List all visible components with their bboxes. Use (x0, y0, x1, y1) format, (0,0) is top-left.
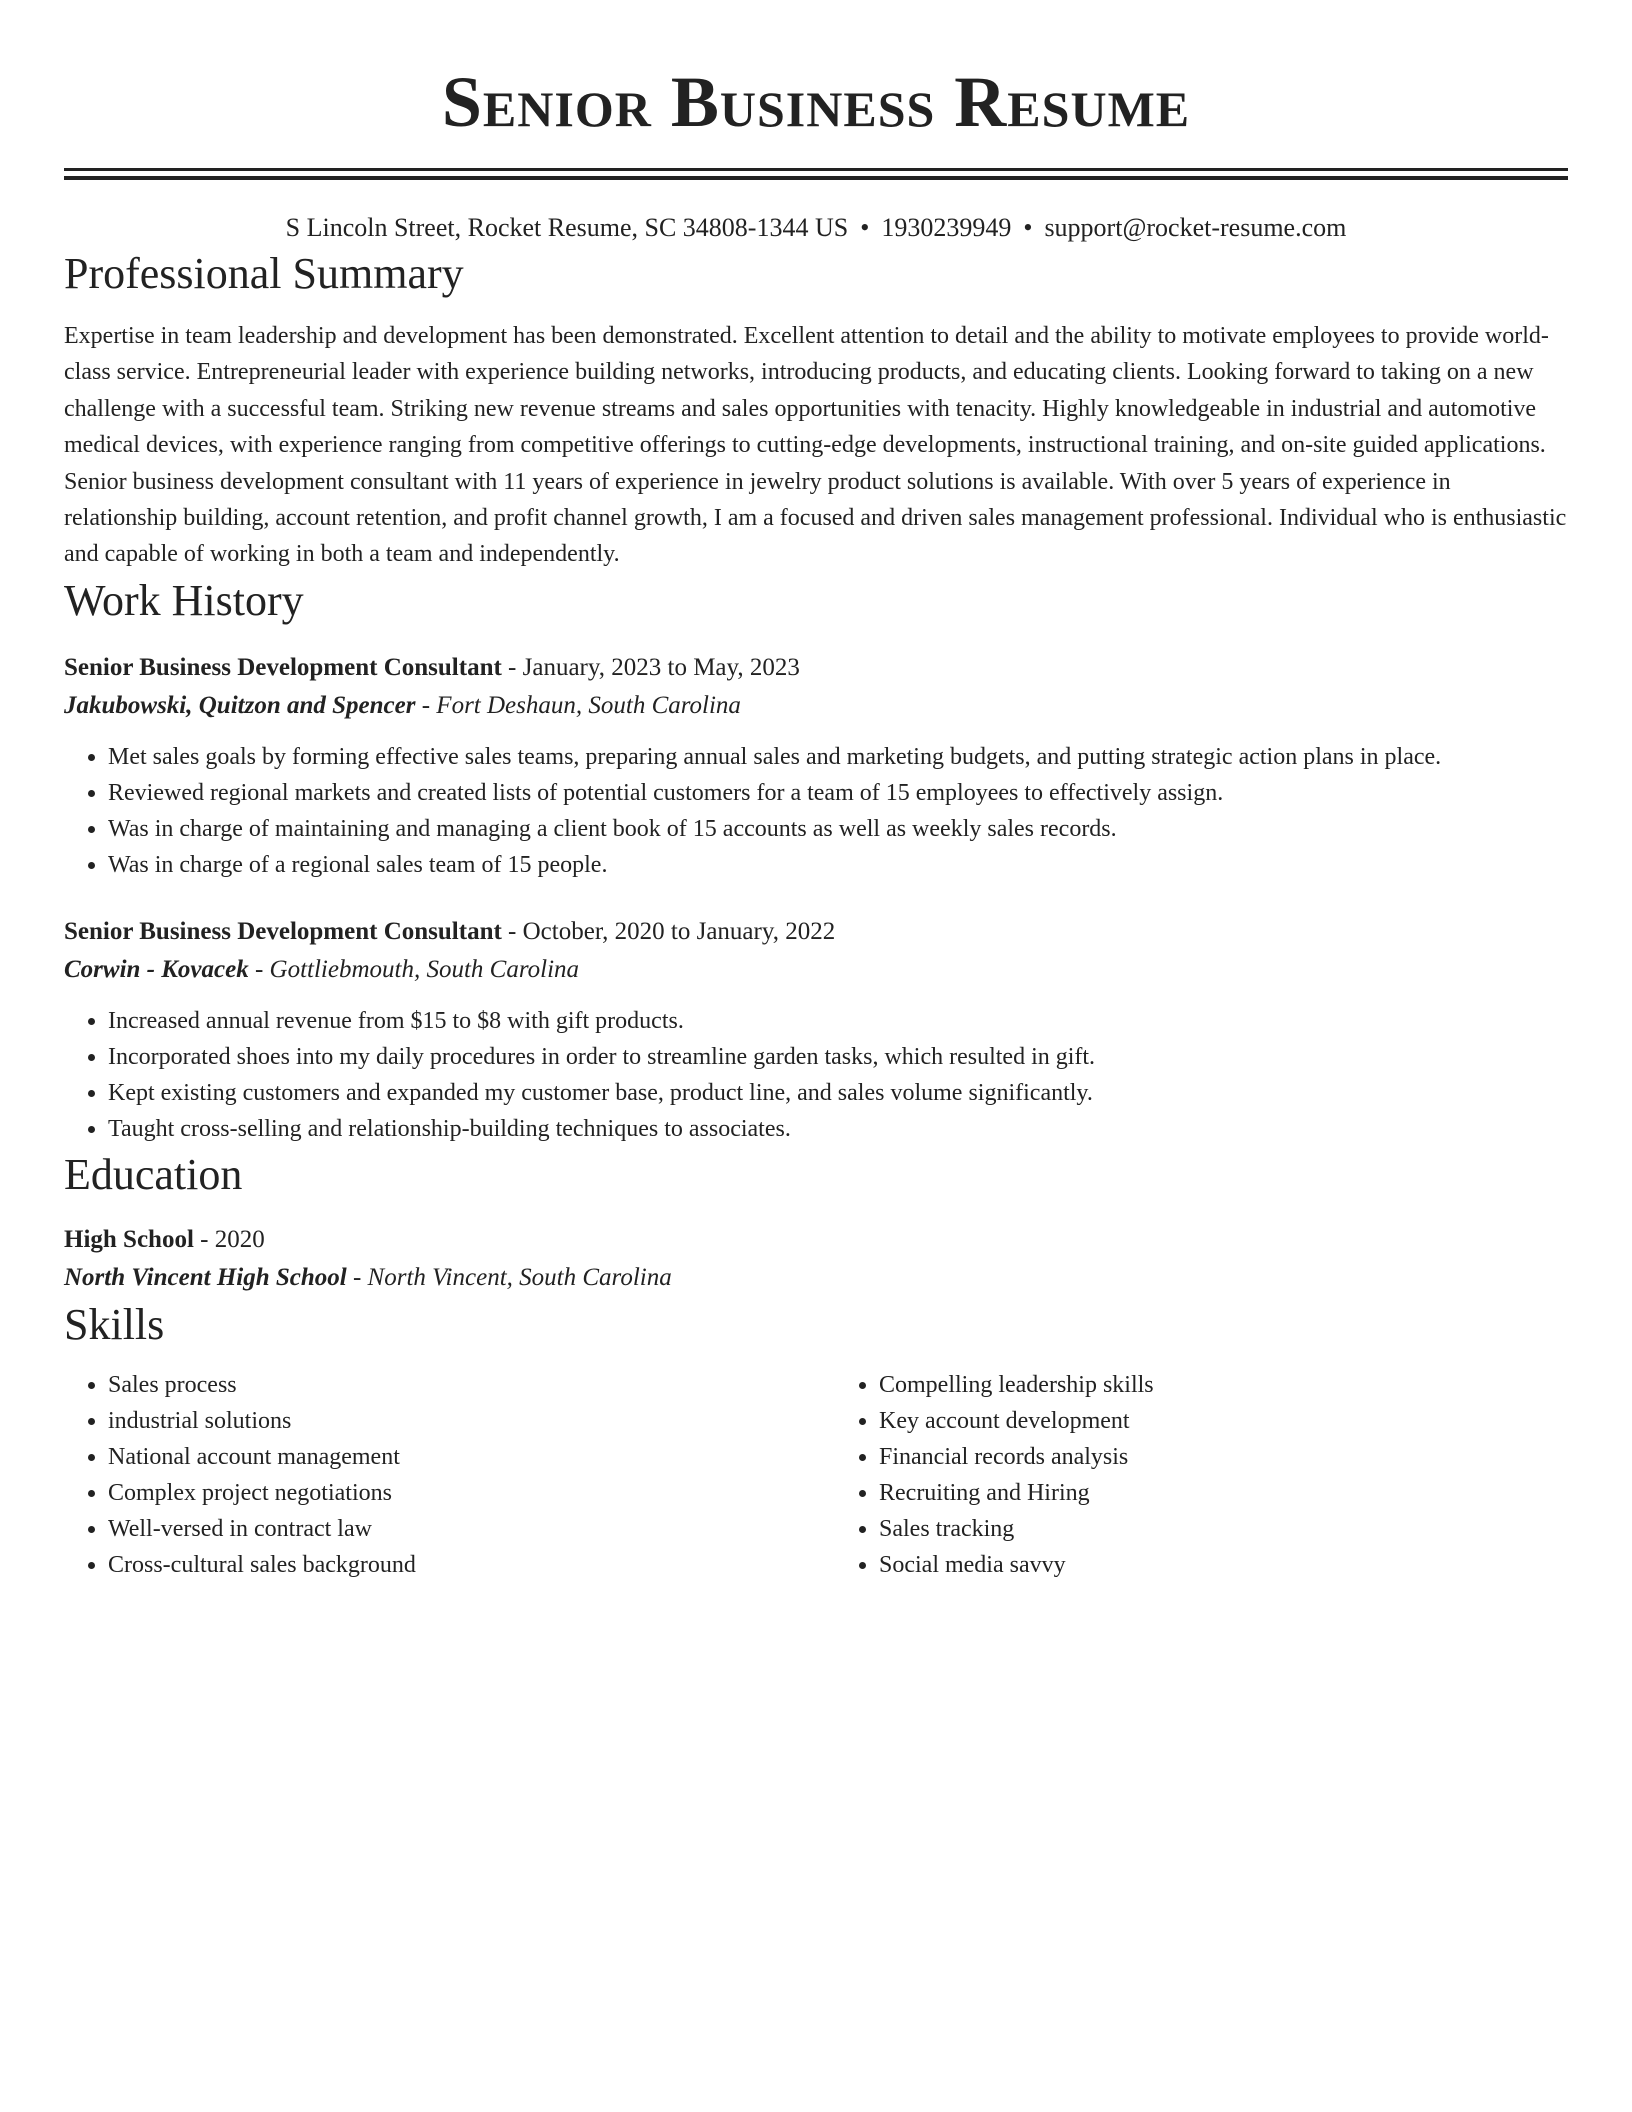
job-location: - Gottliebmouth, South Carolina (248, 955, 580, 983)
job-title: Senior Business Development Consultant (64, 917, 502, 945)
summary-heading: Professional Summary (64, 249, 464, 298)
job-company: Jakubowski, Quitzon and Spencer (64, 691, 416, 719)
job-bullet: • Kept existing customers and expanded my customer base, product line, and sales volume significantly. (108, 1075, 1568, 1111)
job-company: Corwin - Kovacek (64, 955, 249, 983)
job-dates: - January, 2023 to May, 2023 (501, 653, 800, 681)
contact-line (64, 210, 1568, 246)
job-company-line (64, 951, 1568, 989)
skill-item: • Compelling leadership skills (879, 1367, 1568, 1403)
education-entry (64, 1221, 1568, 1297)
job-title-line (64, 649, 1568, 687)
job-company-line (64, 687, 1568, 725)
job-bullet: • Was in charge of maintaining and managing a client book of 15 accounts as well as weekly sales records. (108, 811, 1568, 847)
job-bullet: • Reviewed regional markets and created lists of potential customers for a team of 15 employees to effectively assign. (108, 775, 1568, 811)
skill-item: • National account management (108, 1439, 797, 1475)
skill-item: • Well-versed in contract law (108, 1511, 797, 1547)
job-dates: - October, 2020 to January, 2022 (501, 917, 836, 945)
contact-phone: 1930239949 (881, 213, 1012, 242)
education-location: - North Vincent, South Carolina (346, 1263, 672, 1291)
resume-title: Senior Business Resume (441, 62, 1191, 142)
title-rule-top (64, 168, 1568, 171)
education-degree: High School (64, 1225, 194, 1253)
skill-item: • Social media savvy (879, 1547, 1568, 1583)
work-history-heading: Work History (64, 575, 304, 625)
job-bullet: • Increased annual revenue from $15 to $8 with gift products. (108, 1003, 1568, 1039)
education-school-line (64, 1259, 1568, 1297)
skill-item: • industrial solutions (108, 1403, 797, 1439)
skill-item: • Financial records analysis (879, 1439, 1568, 1475)
job-title: Senior Business Development Consultant (64, 653, 502, 681)
skills-columns (64, 1367, 1568, 1583)
job-bullet: • Incorporated shoes into my daily procedures in order to streamline garden tasks, which resulted in gift. (108, 1039, 1568, 1075)
contact-separator: • (860, 213, 870, 242)
job-bullet: • Was in charge of a regional sales team of 15 people. (108, 847, 1568, 883)
title-rule-bottom (64, 176, 1568, 180)
skill-item: • Cross-cultural sales background (108, 1547, 797, 1583)
job-entry (64, 649, 1568, 883)
summary-text: Expertise in team leadership and development has been demonstrated. Excellent attention to detail and the ability to motivate employees to provide world-class service. Entrepreneurial leader with experience building networks, introducing products, and educating clients. Looking forward to taking on a new challenge with a successful team. Striking new revenue streams and sales opportunities with tenacity. Highly knowledgeable in industrial and automotive medical devices, with experience ranging from competitive offerings to cutting-edge developments, instructional training, and on-site guided applications. Senior business development consultant with 11 years of experience in jewelry product solutions is available. With over 5 years of experience in relationship building, account retention, and profit channel growth, I am a focused and driven sales management professional. Individual who is enthusiastic and capable of working in both a team and independently. (64, 323, 1567, 568)
job-bullet: • Taught cross-selling and relationship-building techniques to associates. (108, 1111, 1568, 1147)
contact-separator: • (1023, 213, 1033, 242)
job-bullets (64, 739, 1568, 883)
education-school: North Vincent High School (64, 1263, 347, 1291)
skills-right-list (797, 1367, 1568, 1583)
skill-item: • Recruiting and Hiring (879, 1475, 1568, 1511)
skill-item: • Complex project negotiations (108, 1475, 797, 1511)
contact-email[interactable]: support@rocket-resume.com (1044, 213, 1347, 242)
skills-heading: Skills (64, 1299, 165, 1349)
job-title-line (64, 913, 1568, 951)
education-heading: Education (64, 1149, 243, 1199)
job-entry (64, 913, 1568, 1147)
skill-item: • Sales process (108, 1367, 797, 1403)
job-bullets (64, 1003, 1568, 1147)
skills-left-list (64, 1367, 797, 1583)
skill-item: • Key account development (879, 1403, 1568, 1439)
job-location: - Fort Deshaun, South Carolina (415, 691, 741, 719)
education-year: - 2020 (193, 1225, 265, 1253)
skill-item: • Sales tracking (879, 1511, 1568, 1547)
education-degree-line (64, 1221, 1568, 1259)
job-bullet: • Met sales goals by forming effective sales teams, preparing annual sales and marketing budgets, and putting strategic action plans in place. (108, 739, 1568, 775)
contact-address: S Lincoln Street, Rocket Resume, SC 34808-1344 US (285, 213, 849, 242)
